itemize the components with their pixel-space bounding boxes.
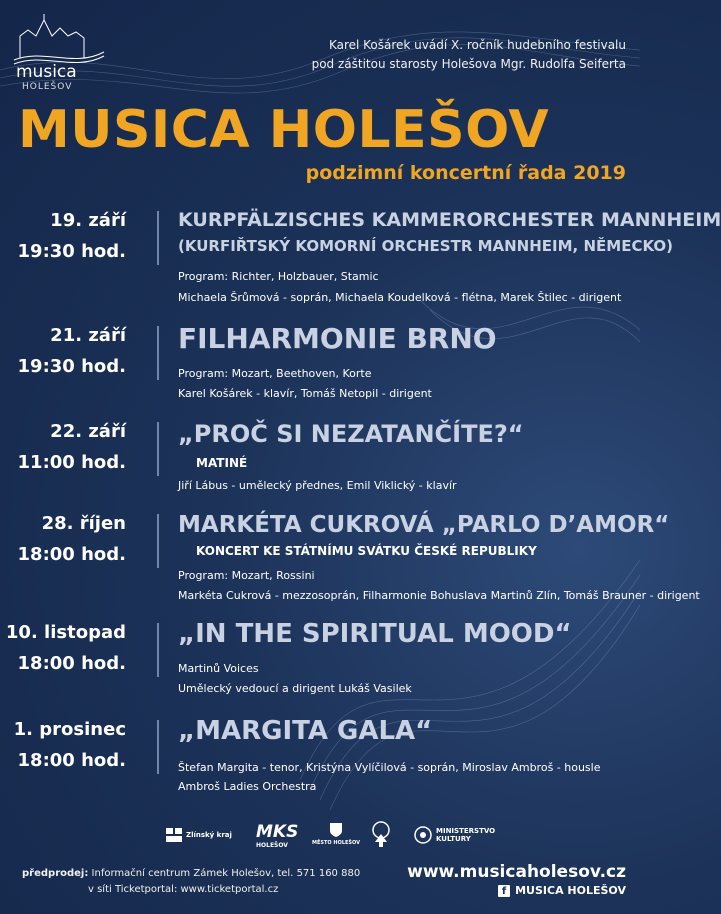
page-title: MUSICA HOLEŠOV bbox=[18, 100, 550, 160]
sponsor-zlin-label: Zlínský kraj bbox=[186, 831, 232, 839]
sponsor-mks-sub: HOLEŠOV bbox=[256, 842, 288, 849]
event-date bbox=[18, 416, 126, 478]
event-date bbox=[18, 320, 126, 382]
event-date bbox=[18, 205, 126, 267]
event-performers: Štefan Margita - tenor, Kristýna Vylíčilová - soprán, Miroslav Ambroš - housle bbox=[178, 761, 601, 774]
ministry-icon bbox=[414, 826, 432, 844]
event-time: 18:00 hod. bbox=[17, 544, 126, 565]
sponsor-bar bbox=[0, 818, 640, 858]
sponsor-ministry bbox=[414, 826, 495, 844]
event-time: 19:30 hod. bbox=[17, 241, 126, 262]
event-day: 22. září bbox=[50, 421, 126, 442]
sponsor-zlin bbox=[166, 828, 232, 842]
logo-city: HOLEŠOV bbox=[22, 82, 73, 92]
event-time: 18:00 hod. bbox=[17, 750, 126, 771]
event-day: 28. říjen bbox=[41, 513, 126, 534]
event-divider bbox=[157, 720, 159, 774]
sponsor-mesto-label: MĚSTO HOLEŠOV bbox=[312, 840, 361, 846]
emblem-icon bbox=[370, 820, 392, 848]
presale-info bbox=[22, 866, 360, 898]
website-link[interactable]: www.musicaholesov.cz bbox=[407, 862, 626, 882]
event-subtitle: MATINÉ bbox=[196, 456, 248, 470]
facebook-link[interactable] bbox=[498, 884, 626, 897]
sponsor-mks-label: MKS bbox=[256, 822, 299, 842]
ministry-text bbox=[436, 827, 495, 843]
sponsor-emblem bbox=[370, 820, 392, 848]
intro-line-2: pod záštitou starosty Holešova Mgr. Rudolfa Seiferta bbox=[311, 57, 626, 71]
event-day: 10. listopad bbox=[5, 622, 126, 643]
coat-of-arms-icon bbox=[329, 822, 343, 838]
event-divider bbox=[157, 514, 159, 568]
event-title: KURPFÄLZISCHES KAMMERORCHESTER MANNHEIM bbox=[178, 209, 721, 231]
presale-line-1: Informační centrum Zámek Holešov, tel. 571 160 880 bbox=[91, 868, 361, 879]
event-performers: Jiří Lábus - umělecký přednes, Emil Viklický - klavír bbox=[178, 479, 457, 492]
event-program: Program: Mozart, Rossini bbox=[178, 569, 315, 582]
logo-wordmark: musica bbox=[16, 62, 77, 82]
event-day: 1. prosinec bbox=[13, 719, 126, 740]
event-performers: Markéta Cukrová - mezzosoprán, Filharmonie Bohuslava Martinů Zlín, Tomáš Brauner - dirigent bbox=[178, 589, 700, 602]
event-performers: Karel Košárek - klavír, Tomáš Netopil - dirigent bbox=[178, 387, 432, 400]
event-divider bbox=[157, 422, 159, 476]
event-day: 21. září bbox=[50, 325, 126, 346]
event-program: Program: Richter, Holzbauer, Stamic bbox=[178, 270, 379, 283]
event-title: „MARGITA GALA“ bbox=[178, 716, 433, 746]
page-subtitle: podzimní koncertní řada 2019 bbox=[305, 162, 626, 184]
event-title-2: (KURFIŘTSKÝ KOMORNÍ ORCHESTR MANNHEIM, NĚMECKO) bbox=[178, 237, 674, 255]
event-program: Program: Mozart, Beethoven, Korte bbox=[178, 367, 372, 380]
event-title: „PROČ SI NEZATANČÍTE?“ bbox=[178, 420, 524, 448]
ministry-line-1: MINISTERSTVO bbox=[436, 827, 496, 835]
event-divider bbox=[157, 623, 159, 677]
event-time: 19:30 hod. bbox=[17, 356, 126, 377]
presale-line-2: v síti Ticketportal: www.ticketportal.cz bbox=[88, 884, 279, 895]
event-conductor: Umělecký vedoucí a dirigent Lukáš Vasilek bbox=[178, 682, 412, 695]
event-performers: Martinů Voices bbox=[178, 662, 259, 675]
event-subtitle: KONCERT KE STÁTNÍMU SVÁTKU ČESKÉ REPUBLIKY bbox=[196, 544, 537, 558]
event-title: FILHARMONIE BRNO bbox=[178, 322, 497, 355]
event-day: 19. září bbox=[50, 210, 126, 231]
facebook-label: MUSICA HOLEŠOV bbox=[515, 884, 626, 897]
presale-label: předprodej: bbox=[22, 868, 89, 879]
event-date bbox=[14, 714, 126, 776]
event-ensemble: Ambroš Ladies Orchestra bbox=[178, 780, 317, 793]
event-divider bbox=[157, 326, 159, 380]
intro-line-1: Karel Košárek uvádí X. ročník hudebního festivalu bbox=[328, 38, 626, 52]
sponsor-mks bbox=[256, 822, 298, 849]
ministry-line-2: KULTURY bbox=[436, 835, 471, 843]
zlin-icon bbox=[166, 828, 182, 842]
event-divider bbox=[157, 211, 159, 265]
facebook-icon: f bbox=[498, 885, 510, 897]
festival-intro bbox=[312, 36, 626, 74]
event-time: 18:00 hod. bbox=[17, 653, 126, 674]
event-title: „IN THE SPIRITUAL MOOD“ bbox=[178, 619, 572, 649]
event-date bbox=[6, 617, 126, 679]
event-date bbox=[18, 508, 126, 570]
event-title: MARKÉTA CUKROVÁ „PARLO D’AMOR“ bbox=[178, 512, 670, 538]
sponsor-mesto bbox=[312, 822, 360, 846]
event-time: 11:00 hod. bbox=[17, 452, 126, 473]
event-performers: Michaela Šrůmová - soprán, Michaela Koudelková - flétna, Marek Štilec - dirigent bbox=[178, 291, 622, 304]
